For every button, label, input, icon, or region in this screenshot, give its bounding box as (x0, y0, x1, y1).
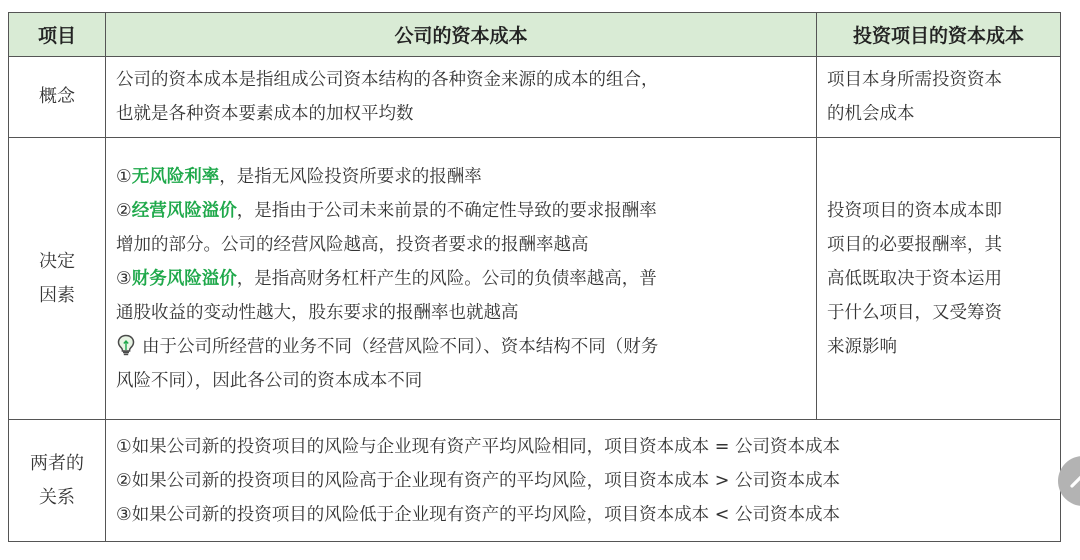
table-row-factors (9, 138, 1061, 420)
text-line: 项目的必要报酬率，其 (827, 234, 1002, 255)
row-label-text: 因素 (39, 284, 75, 306)
header-item: 项目 (9, 13, 106, 57)
concept-project-cell (817, 57, 1061, 138)
text-line: 高低既取决于资本运用 (827, 268, 1002, 289)
table-row-relation (9, 420, 1061, 542)
row-label-factors (9, 138, 106, 420)
factor-item-1 (116, 160, 806, 194)
factors-project-cell (817, 138, 1061, 420)
text-line: 增加的部分。公司的经营风险越高，投资者要求的报酬率越高 (116, 234, 589, 255)
factor-item-3 (116, 262, 806, 296)
text-line: 项目本身所需投资资本 (827, 70, 1002, 90)
header-company-cost: 公司的资本成本 (106, 13, 817, 57)
comparison-table (8, 12, 1061, 542)
text-line: 通股收益的变动性越大，股东要求的报酬率也就越高 (116, 302, 519, 323)
item-text: ，是指高财务杠杆产生的风险。公司的负债率越高，普 (236, 268, 657, 289)
text-line: 也就是各种资本要素成本的加权平均数 (116, 104, 414, 124)
highlight-term: 无风险利率 (131, 166, 220, 187)
text-line: 来源影响 (827, 336, 897, 357)
scroll-to-top-button[interactable] (1058, 456, 1080, 506)
concept-company-cell (106, 57, 817, 138)
lightbulb-icon (116, 334, 136, 356)
highlight-term: 财务风险溢价 (131, 268, 237, 289)
item-number: ② (116, 200, 132, 221)
text-line: 的机会成本 (827, 104, 915, 124)
item-number: ③ (116, 268, 132, 289)
row-label-text: 两者的 (30, 452, 84, 474)
relation-line-1: ①如果公司新的投资项目的风险与企业现有资产平均风险相同，项目资本成本 = 公司资本成本 (116, 436, 840, 457)
factor-item-2 (116, 194, 806, 228)
row-label-text: 关系 (39, 486, 75, 508)
text-line: 公司的资本成本是指组成公司资本结构的各种资金来源的成本的组合， (116, 70, 659, 90)
row-label-relation (9, 420, 106, 542)
text-line: 风险不同），因此各公司的资本成本不同 (116, 370, 423, 391)
item-text: ，是指无风险投资所要求的报酬率 (219, 166, 482, 187)
row-label-concept (9, 57, 106, 138)
tip-line (116, 330, 806, 364)
item-text: ，是指由于公司未来前景的不确定性导致的要求报酬率 (236, 200, 657, 221)
tip-text: 由于公司所经营的业务不同（经营风险不同）、资本结构不同（财务 (142, 336, 659, 357)
highlight-term: 经营风险溢价 (131, 200, 237, 221)
item-number: ① (116, 166, 132, 187)
relation-line-3: ③如果公司新的投资项目的风险低于企业现有资产的平均风险，项目资本成本 < 公司资本成本 (116, 504, 840, 525)
header-project-cost: 投资项目的资本成本 (817, 13, 1061, 57)
factors-company-cell (106, 138, 817, 420)
header-row (9, 13, 1061, 57)
row-label-text: 决定 (39, 250, 75, 272)
row-label-text: 概念 (39, 86, 75, 107)
relation-line-2: ②如果公司新的投资项目的风险高于企业现有资产的平均风险，项目资本成本 > 公司资本成本 (116, 470, 840, 491)
text-line: 于什么项目，又受筹资 (827, 302, 1002, 323)
relation-cell (106, 420, 1061, 542)
table-row-concept (9, 57, 1061, 138)
text-line: 投资项目的资本成本即 (827, 200, 1002, 221)
chevron-up-icon (1066, 466, 1080, 496)
